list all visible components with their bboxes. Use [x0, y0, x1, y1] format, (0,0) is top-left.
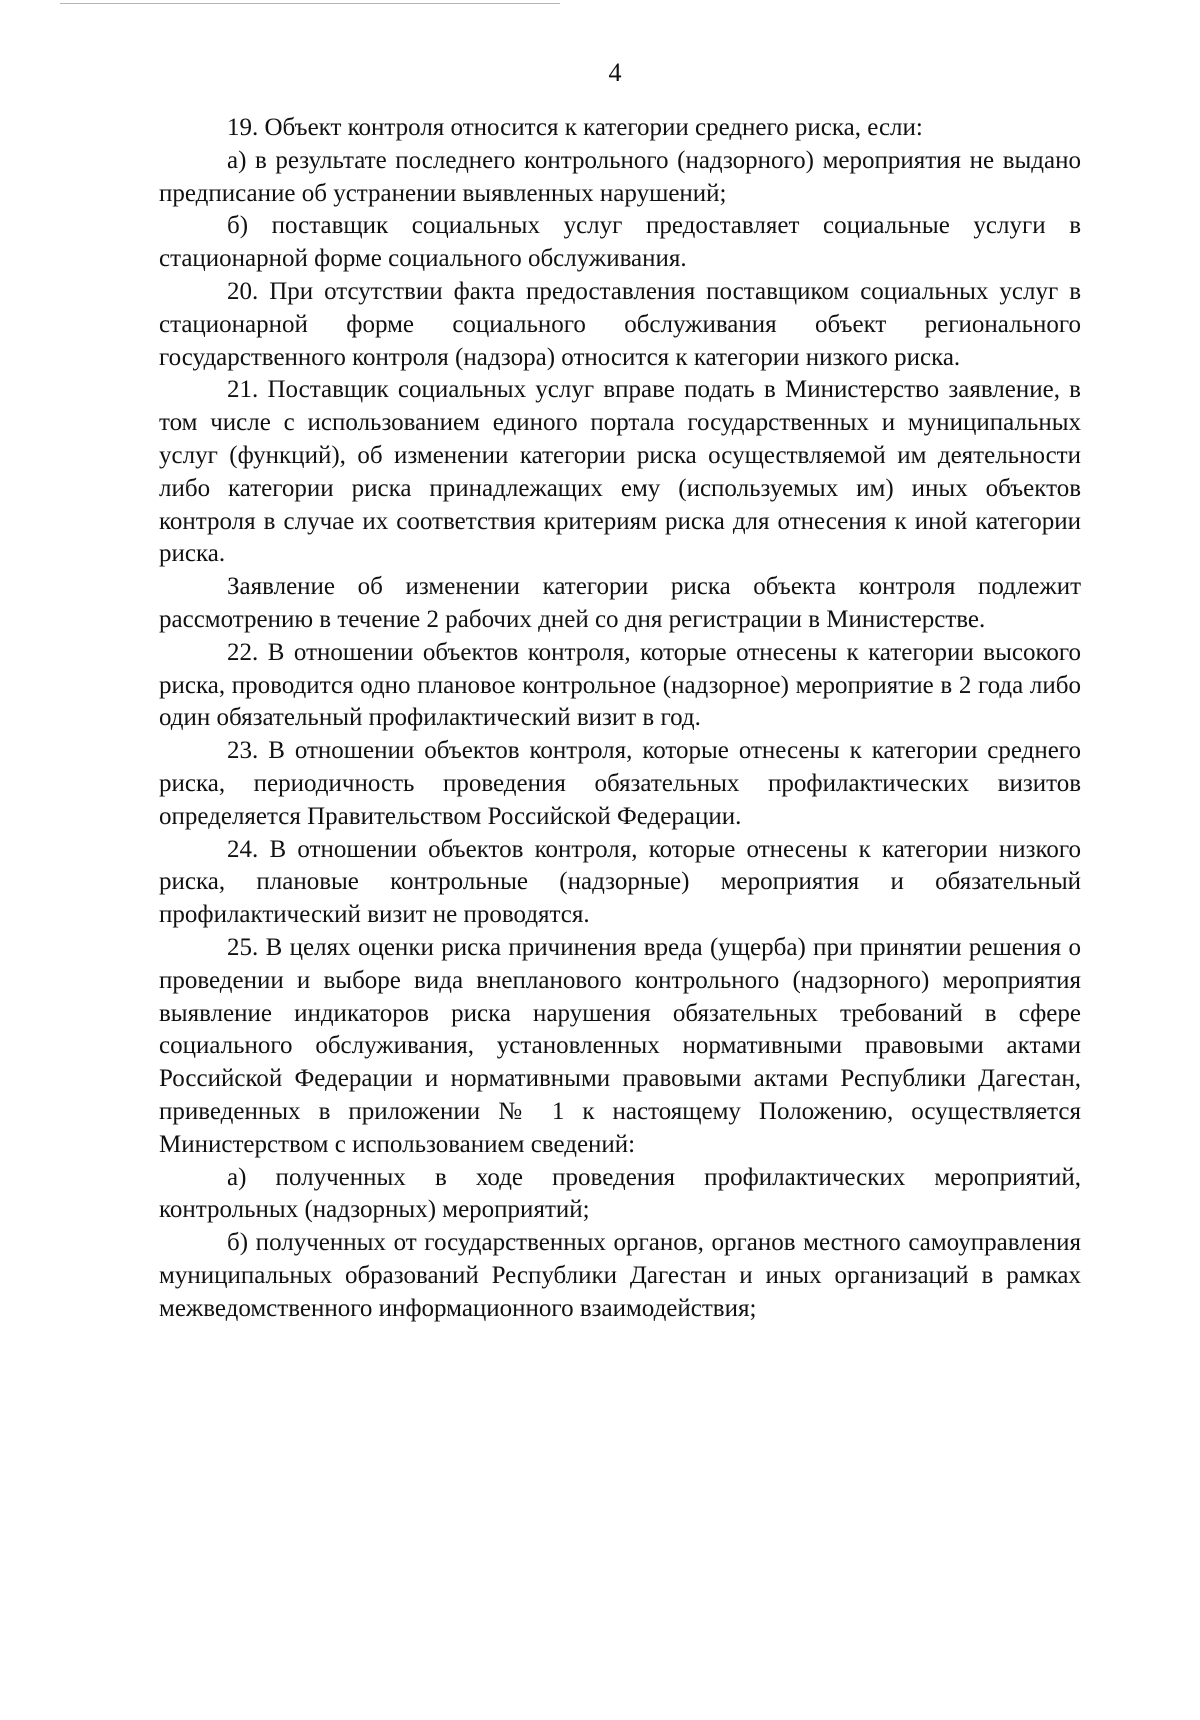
paragraph-20: 20. При отсутствии факта предоставления поставщиком социальных услуг в стационарной форме социального обслуживания объект регионального государственного контроля (надзора) относится к категории низкого риска. — [159, 277, 1081, 371]
paragraph-21: 21. Поставщик социальных услуг вправе подать в Министерство заявление, в том числе с использованием единого портала государственных и муниципальных услуг (функций), об изменении категории риска осуществляемой им деятельности либо категории риска принадлежащих ему (используемых им) иных объектов контроля в случае их соответствия критериям риска для отнесения к иной категории риска. — [159, 376, 1081, 568]
page-number: 4 — [608, 58, 622, 87]
paragraph-25-a: а) полученных в ходе проведения профилактических мероприятий, контрольных (надзорных) мероприятий; — [159, 1163, 1081, 1224]
paragraph-19-a: а) в результате последнего контрольного (надзорного) мероприятия не выдано предписание об устранении выявленных нарушений; — [159, 146, 1081, 207]
paragraph-21-application: Заявление об изменении категории риска объекта контроля подлежит рассмотрению в течение 2 рабочих дней со дня регистрации в Министерстве. — [159, 573, 1081, 633]
paragraph-25: 25. В целях оценки риска причинения вреда (ущерба) при принятии решения о проведении и выборе вида внепланового контрольного (надзорного) мероприятия выявление индикаторов риска нарушения обязательных требований в сфере социального обслуживания, установленных нормативными правовыми актами Российской Федерации и нормативными правовыми актами Республики Дагестан, приведенных в приложении № 1 к настоящему Положению, осуществляется Министерством с использованием сведений: — [159, 933, 1081, 1158]
paragraph-22: 22. В отношении объектов контроля, которые отнесены к категории высокого риска, проводится одно плановое контрольное (надзорное) мероприятие в 2 года либо один обязательный профилактический визит в год. — [159, 638, 1081, 732]
scan-top-edge-line — [60, 3, 560, 4]
paragraph-23: 23. В отношении объектов контроля, которые отнесены к категории среднего риска, периодичность проведения обязательных профилактических визитов определяется Правительством Российской Федерации. — [159, 737, 1081, 830]
paragraph-25-b: б) полученных от государственных органов, органов местного самоуправления муниципальных образований Республики Дагестан и иных организаций в рамках межведомственного информационного взаимодействия; — [159, 1229, 1081, 1322]
paragraph-19: 19. Объект контроля относится к категории среднего риска, если: — [227, 114, 923, 141]
paragraph-19-b: б) поставщик социальных услуг предоставляет социальные услуги в стационарной форме социального обслуживания. — [159, 212, 1081, 273]
document-body — [159, 112, 1081, 1325]
paragraph-24: 24. В отношении объектов контроля, которые отнесены к категории низкого риска, плановые контрольные (надзорные) мероприятия и обязательный профилактический визит не проводятся. — [159, 835, 1081, 929]
